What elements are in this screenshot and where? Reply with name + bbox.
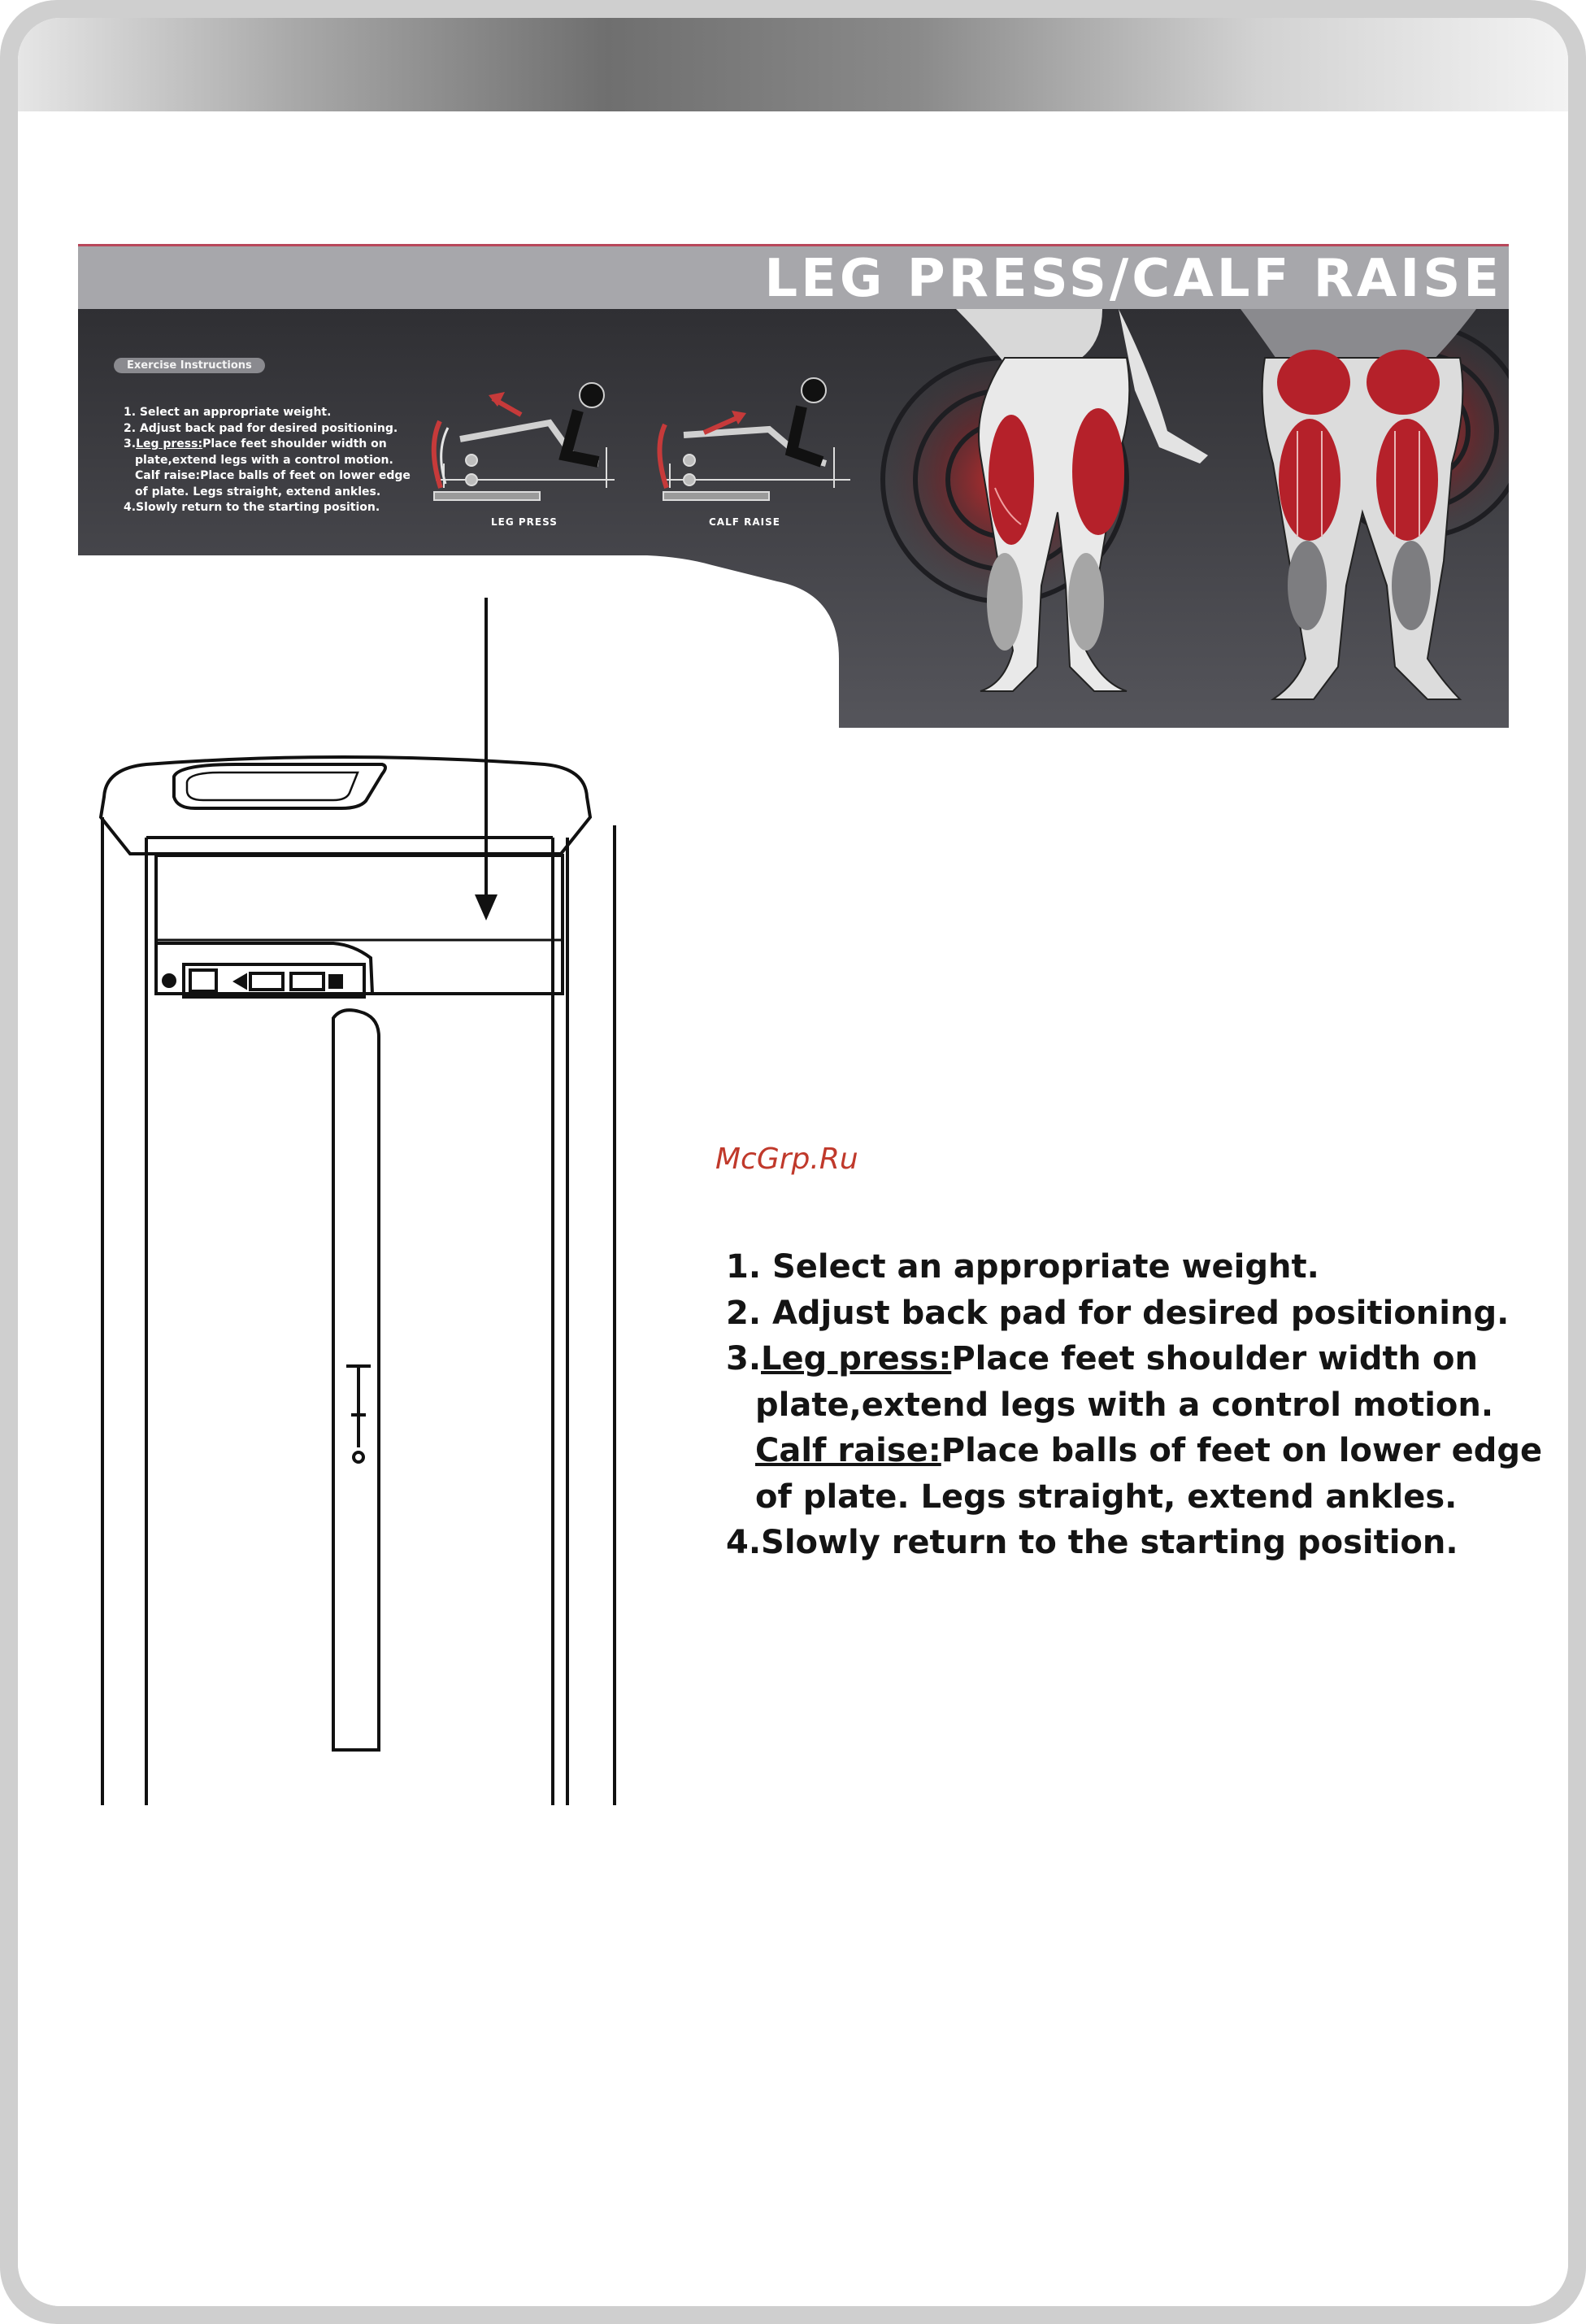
placard-term-calf-raise: Calf raise: [135,469,201,482]
watermark: McGrp.Ru [715,1142,858,1176]
term-leg-press: Leg press: [761,1340,952,1377]
instruction-step-3-prefix: 3. [726,1340,762,1377]
placard-step-3 [124,437,432,453]
placard-step-1: 1. Select an appropriate weight. [124,406,332,419]
instruction-step-4: 4.Slowly return to the starting position. [726,1524,1458,1561]
placard-term-leg-press: Leg press: [136,437,203,450]
section-label: Exercise Instructions [114,358,265,373]
instruction-step-3-cont: plate,extend legs with a control motion. [755,1386,1494,1424]
placard-step-3-text: Place feet shoulder width on [202,437,387,450]
instructions-list [726,1244,1547,1566]
instruction-step-3-text: Place feet shoulder width on [951,1340,1478,1377]
instruction-step-3 [726,1336,1547,1382]
term-calf-raise: Calf raise: [755,1432,941,1469]
placard-steps [124,405,432,516]
placard-step-3-prefix: 3. [124,437,137,450]
placard-step-3b-cont: of plate. Legs straight, extend ankles. [135,485,381,498]
placard-step-2: 2. Adjust back pad for desired positioning. [124,421,398,435]
instruction-step-3b-text: Place balls of feet on lower edge [941,1432,1543,1469]
placard-step-3b [124,468,432,485]
placard-step-4: 4.Slowly return to the starting position. [124,501,380,514]
instruction-step-3b-cont: of plate. Legs straight, extend ankles. [755,1478,1458,1516]
machine-line-drawing [73,594,658,1830]
instruction-step-1: 1. Select an appropriate weight. [726,1248,1319,1286]
placard-step-3b-text: Place balls of feet on lower edge [200,469,411,482]
instruction-step-2: 2. Adjust back pad for desired positioning. [726,1294,1510,1332]
top-gradient-band [18,18,1568,111]
instruction-step-3b [726,1428,1547,1474]
placard-title: LEG PRESS/CALF RAISE [764,249,1502,309]
placard-step-3-cont: plate,extend legs with a control motion. [135,453,393,467]
caption-calf-raise: CALF RAISE [709,516,780,528]
caption-leg-press: LEG PRESS [491,516,558,528]
